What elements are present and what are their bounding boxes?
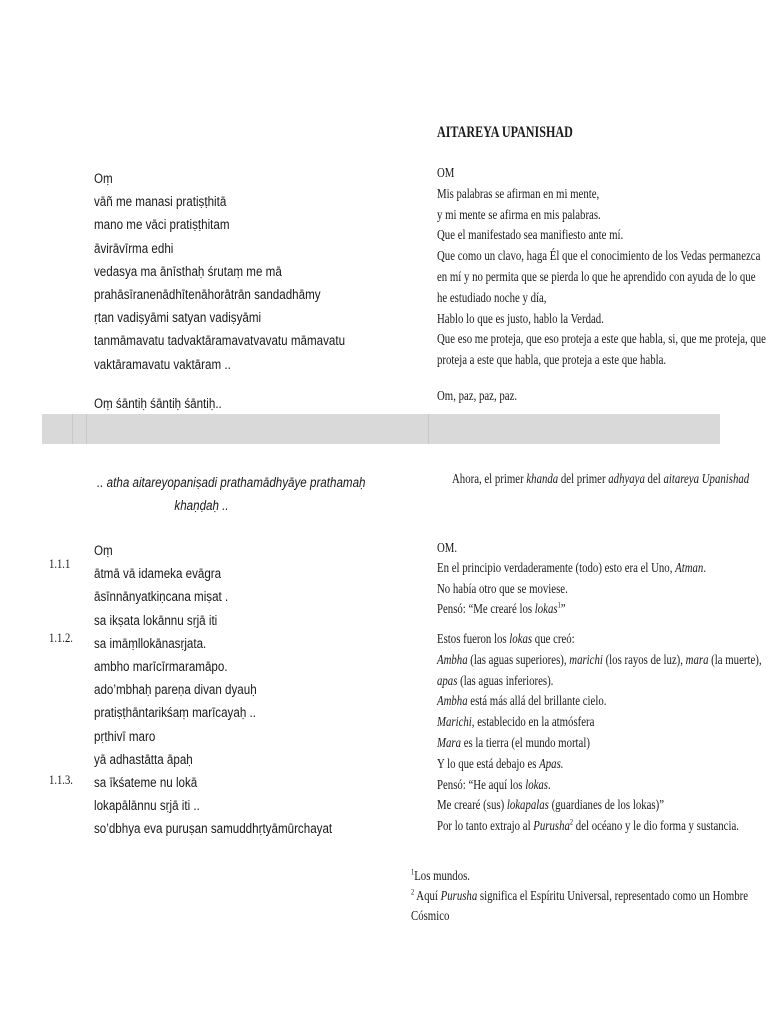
spanish-verse-line: OM. — [437, 540, 458, 555]
sanskrit-line: vāñ me manasi pratiṣṭhitā — [94, 194, 227, 210]
sanskrit-shanti: Oṃ śāntiḥ śāntiḥ śāntiḥ.. — [94, 396, 222, 411]
footnote-2-cont: Cósmico — [411, 908, 450, 923]
text: que creó: — [532, 631, 575, 646]
heading-text: del — [644, 471, 664, 486]
spanish-invocation — [437, 163, 766, 371]
page-title: AITAREYA UPANISHAD — [437, 124, 573, 141]
text: Por lo tanto extrajo al — [437, 818, 534, 834]
spanish-verse-line — [437, 650, 762, 671]
spanish-line: en mí y no permita que se pierda lo que he aprendido con ayuda de lo que — [437, 268, 756, 284]
footnote-ref: 1 — [557, 600, 561, 610]
spanish-verse-line — [437, 629, 762, 650]
text: lokas — [509, 631, 533, 646]
sanskrit-line: vaktāramavatu vaktāram .. — [94, 356, 231, 372]
sanskrit-line: ṛtan vadiṣyāmi satyan vadiṣyāmi — [94, 310, 262, 326]
sanskrit-line: tanmāmavatu tadvaktāramavatvavatu māmavatu — [94, 333, 346, 349]
spanish-line: OM — [437, 165, 455, 180]
heading-text: del primer — [558, 471, 609, 486]
spanish-verse-line — [437, 671, 762, 692]
verse-line: pratiṣṭhāntarikśaṃ marīcayaḥ .. — [94, 705, 256, 721]
spanish-line: he estudiado noche y día, — [437, 289, 547, 305]
spanish-verse-line — [437, 816, 762, 837]
text: Purusha — [533, 818, 570, 834]
spanish-verse-line — [437, 733, 762, 754]
sanskrit-line: Oṃ — [94, 171, 113, 186]
text: Pensó: “Me crearé los — [437, 600, 535, 616]
text: , establecido en la atmósfera — [471, 714, 595, 730]
text: lokas — [534, 600, 558, 616]
spanish-verse-line — [437, 712, 762, 733]
sanskrit-heading — [97, 471, 365, 517]
verse-line: sa ikṣata lokānnu sṛjā iti — [94, 612, 218, 628]
footnote-mark: 1 — [411, 867, 415, 877]
verse-line: lokapālānnu sṛjā iti .. — [94, 798, 200, 814]
text: está más allá del brillante cielo. — [467, 693, 607, 709]
heading-text: khanda — [526, 471, 559, 486]
text: En el principio verdaderamente (todo) esto era el Uno, — [437, 560, 676, 576]
spanish-verse-2 — [437, 629, 762, 837]
spanish-heading — [452, 469, 749, 490]
sanskrit-line: prahāsīranenādhītenāhorātrān sandadhāmy — [94, 287, 321, 303]
text: Apas. — [539, 755, 564, 771]
sanskrit-line: āvirāvīrma edhi — [94, 240, 174, 256]
footnote-text: Los mundos. — [414, 868, 471, 883]
band-divider — [86, 414, 87, 444]
text: ” — [560, 600, 566, 616]
text: (las aguas superiores), — [467, 651, 570, 667]
sanskrit-line: mano me vāci pratiṣṭhitam — [94, 217, 230, 233]
verse-line: ambho marīcīrmaramāpo. — [94, 659, 228, 675]
text: Y lo que está debajo es — [437, 755, 540, 771]
verse-line: so’dbhya eva puruṣan samuddhṛtyāmūrchayat — [94, 821, 333, 837]
footnote-1 — [411, 866, 748, 886]
spanish-verse-line — [437, 691, 762, 712]
spanish-line: Mis palabras se afirman en mi mente, — [437, 185, 600, 201]
footnote-text: Aquí — [414, 888, 441, 903]
text: Ambha — [437, 693, 468, 709]
footnote-2 — [411, 886, 748, 906]
text: Me crearé (sus) — [437, 797, 507, 813]
band-divider — [72, 414, 73, 444]
verse-line: sa imāṃllokānasṛjata. — [94, 635, 207, 651]
text: Ambha — [437, 651, 468, 667]
sanskrit-verses — [94, 539, 332, 841]
heading-text: adhyaya — [608, 471, 645, 486]
text: . — [703, 560, 707, 576]
verse-line: pṛthivī maro — [94, 728, 156, 744]
footnote-ref: 2 — [569, 817, 574, 827]
text: lokas — [525, 776, 548, 792]
separator-band — [42, 414, 720, 444]
verse-number: 1.1.2. — [49, 631, 73, 645]
text: mara — [685, 651, 709, 667]
spanish-verse-line — [437, 599, 706, 619]
text: . — [548, 776, 551, 792]
text: marichi — [569, 651, 603, 667]
text: Marichi — [437, 714, 472, 730]
verse-line: ado’mbhaḥ pareṇa divan dyauḥ — [94, 682, 257, 698]
sanskrit-heading-line: khaṇḍaḥ .. — [174, 498, 229, 514]
sanskrit-heading-line: .. atha aitareyopaniṣadi prathamādhyāye prathamaḥ — [97, 475, 366, 490]
text: lokapalas — [506, 797, 549, 813]
text: Mara — [437, 734, 461, 750]
spanish-verse-line — [437, 558, 706, 578]
text: (las aguas inferiores). — [457, 672, 554, 688]
spanish-verse-1 — [437, 538, 706, 619]
text: apas — [437, 672, 458, 688]
spanish-verse-line — [437, 795, 762, 816]
verse-line: Oṃ — [94, 543, 113, 558]
spanish-paz: Om, paz, paz, paz. — [437, 388, 518, 403]
spanish-line: Hablo lo que es justo, hablo la Verdad. — [437, 310, 604, 326]
spanish-verse-line: No había otro que se moviese. — [437, 580, 568, 596]
text: Pensó: “He aquí los — [437, 776, 526, 792]
verse-line: sa īkśatemе nu lokā — [94, 775, 198, 791]
text: es la tierra (el mundo mortal) — [461, 734, 590, 750]
spanish-line: Que como un clavo, haga Él que el conocimiento de los Vedas permanezca — [437, 248, 761, 264]
spanish-line: Que eso me proteja, que eso proteja a este que habla, si, que me proteja, que — [437, 331, 766, 347]
verse-number: 1.1.1 — [49, 557, 71, 571]
band-divider — [428, 414, 429, 444]
text: (la muerte), — [708, 651, 762, 667]
spanish-line: y mi mente se afirma en mis palabras. — [437, 206, 601, 222]
spanish-line: proteja a este que habla, que proteja a este que habla. — [437, 352, 667, 368]
spanish-line: Que el manifestado sea manifiesto ante mí. — [437, 227, 624, 243]
text: (los rayos de luz), — [602, 651, 686, 667]
verse-number: 1.1.3. — [49, 773, 73, 787]
verse-line: yā adhastātta āpaḥ — [94, 751, 193, 767]
spanish-verse-line — [437, 754, 762, 775]
heading-text: aitareya Upanishad — [663, 471, 750, 486]
verse-line: āsīnnānyatkiṇcana miṣat . — [94, 589, 229, 605]
text: Estos fueron los — [437, 631, 510, 646]
heading-text: Ahora, el primer — [452, 471, 527, 486]
verse-line: ātmā vā idameka evāgra — [94, 566, 222, 582]
text: (guardianes de los lokas)” — [548, 797, 665, 813]
footnote-mark: 2 — [411, 887, 415, 897]
sanskrit-invocation — [94, 167, 345, 376]
footnotes — [411, 866, 748, 926]
text: Atman — [675, 560, 704, 576]
sanskrit-line: vedasya ma ānīsthaḥ śrutaṃ me mā — [94, 263, 282, 279]
text: del océano y le dio forma y sustancia. — [573, 818, 739, 834]
footnote-text: significa el Espíritu Universal, representado como un Hombre — [477, 888, 749, 903]
spanish-verse-line — [437, 775, 762, 796]
footnote-text: Purusha — [440, 888, 478, 903]
